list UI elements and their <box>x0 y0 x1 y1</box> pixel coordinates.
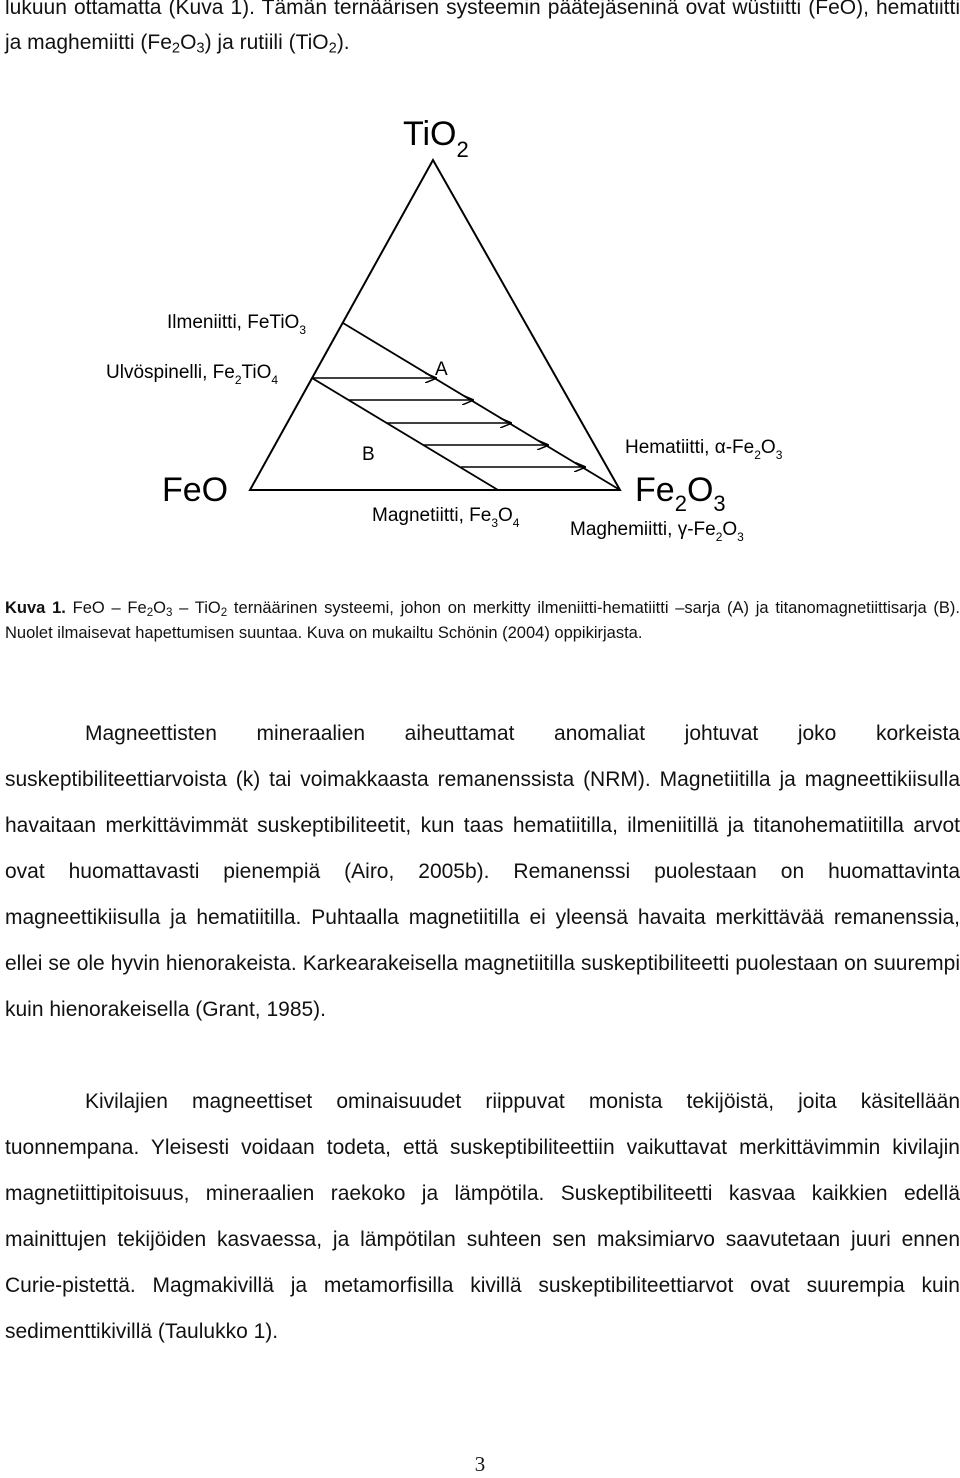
figure-caption: Kuva 1. FeO – $Fe_2O_3 - TiO_2$ ternäärinen systeemi, johon on merkitty ilmeniitti-hematiitti –sarja (A) ja titanomagnetiittisarja (B). Nuolet ilmaisevat hapettumisen suuntaa. Kuva on mukailtu Schönin (2004) oppikirjasta. <box>5 599 960 642</box>
ternary-diagram <box>100 95 820 555</box>
label-b: B <box>362 444 375 465</box>
paragraph-anomalies: Magneettisten mineraalien aiheuttamat anomaliat johtuvat joko korkeista suskeptibiliteettiarvoista (k) tai voimakkaasta remanenssista (NRM). Magnetiitilla ja magneettikiisulla havaitaan merkittävimmät suskeptibiliteetit, kun taas hematiitilla, ilmeniitillä ja titanohematiitilla arvot ovat huomattavasti pienempiä (Airo, 2005b). Remanenssi puolestaan on huomattavinta magneettikiisulla ja hematiitilla. Puhtaalla magnetiitilla ei yleensä havaita merkittävää remanenssia, ellei se ole hyvin hienorakeista. Karkearakeisella magnetiitilla suskeptibiliteetti puolestaan on suurempi kuin hienorakeisella (Grant, 1985). <box>5 722 960 1021</box>
label-tio2: TiO$_2$ <box>403 115 469 162</box>
label-ilmenite: Ilmeniitti, FeTiO$_3$ <box>167 312 307 337</box>
series-b-line <box>312 378 498 490</box>
paragraph-properties: Kivilajien magneettiset ominaisuudet riippuvat monista tekijöistä, joita käsitellään tuonnempana. Yleisesti voidaan todeta, että suskeptibiliteettiin vaikuttavat merkittävimmin kivilajin magnetiittipitoisuus, mineraalien raekoko ja lämpötila. Suskeptibiliteetti kasvaa kaikkien edellä mainittujen tekijöiden kasvaessa, ja lämpötilan suhteen sen maksimiarvo saavutetaan juuri ennen Curie-pistettä. Magmakivillä ja metamorfisilla kivillä suskeptibiliteettiarvot ovat suurempia kuin sedimenttikivillä (Taulukko 1). <box>5 1090 960 1343</box>
label-magnetite: Magnetiitti, $Fe_3O_4$ <box>372 505 520 530</box>
label-feo: FeO <box>162 471 229 509</box>
intro-text: lukuun ottamatta (Kuva 1). Tämän ternäärisen systeemin päätejäseninä ovat wüstiitti (FeO), hematiitti ja maghemiitti $(Fe_2O_3)$ ja rutiili (TiO$_2$). <box>5 0 960 57</box>
page-number: 3 <box>474 1452 486 1476</box>
series-a-line <box>343 323 620 490</box>
label-maghemite: Maghemiitti, $\gamma-Fe_2O_3$ <box>570 519 744 544</box>
label-hematite: Hematiitti, $\alpha-Fe_2O_3$ <box>625 437 783 462</box>
label-fe2o3: $Fe_2O_3$ <box>635 471 726 516</box>
label-a: A <box>435 359 448 380</box>
label-ulvospinel: Ulvöspinelli, $Fe_2TiO_4$ <box>106 362 279 387</box>
